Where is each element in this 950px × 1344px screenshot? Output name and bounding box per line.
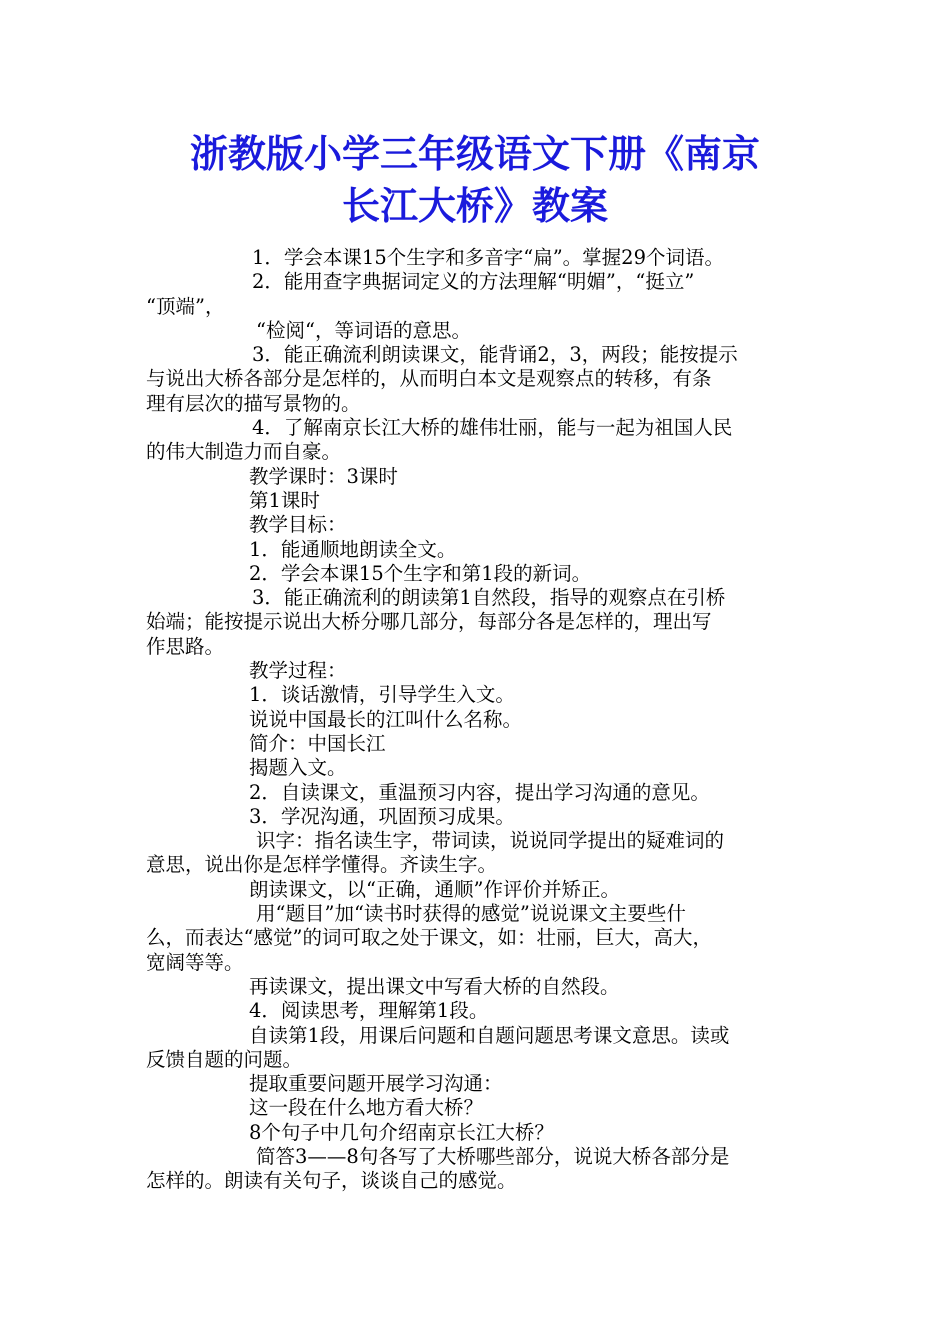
body-line: 教学课时：3课时 (249, 464, 398, 488)
body-line: 识字：指名读生字，带词读，说说同学提出的疑难词的 (256, 829, 725, 853)
body-line: 再读课文，提出课文中写看大桥的自然段。 (249, 974, 620, 998)
body-line: 4．阅读思考，理解第1段。 (249, 999, 489, 1023)
body-line: 么，而表达“感觉”的词可取之处于课文，如：壮丽，巨大，高大， (146, 926, 712, 950)
body-line: 意思，说出你是怎样学懂得。齐读生字。 (146, 853, 498, 877)
body-line: 1．学会本课15个生字和多音字“扁”。掌握29个词语。 (252, 246, 724, 269)
body-line: 朗读课文，以“正确，通顺”作评价并矫正。 (249, 877, 620, 901)
body-line: 2．自读课文，重温预习内容，提出学习沟通的意见。 (249, 780, 710, 804)
body-line: 4．了解南京长江大桥的雄伟壮丽，能与一起为祖国人民 (252, 416, 733, 440)
body-line: 与说出大桥各部分是怎样的，从而明白本文是观察点的转移，有条 (146, 367, 712, 391)
body-line: 3．能正确流利的朗读第1自然段，指导的观察点在引桥 (252, 586, 726, 610)
body-line: 理有层次的描写景物的。 (146, 391, 361, 415)
body-line: “检阅“，等词语的意思。 (256, 318, 471, 342)
body-line: 揭题入文。 (249, 756, 347, 780)
body-line: 1．谈话激情，引导学生入文。 (249, 683, 515, 707)
body-line: 3．能正确流利朗读课文，能背诵2，3，两段；能按提示 (252, 343, 738, 367)
body-line: 作思路。 (146, 634, 225, 658)
body-line: 教学目标： (249, 513, 347, 537)
body-line: “顶端”， (146, 294, 225, 318)
body-line: 简介：中国长江 (249, 731, 386, 755)
body-line: 宽阔等等。 (146, 950, 244, 974)
body-line: 简答3——8句各写了大桥哪些部分，说说大桥各部分是 (256, 1144, 730, 1168)
body-line: 1．能通顺地朗读全文。 (249, 537, 457, 561)
body-line: 始端；能按提示说出大桥分哪几部分，每部分各是怎样的，理出写 (146, 610, 712, 634)
body-line: 怎样的。朗读有关句子，谈谈自己的感觉。 (146, 1169, 517, 1193)
body-line: 2．学会本课15个生字和第1段的新词。 (249, 561, 592, 585)
body-line: 自读第1段，用课后问题和自题问题思考课文意思。读或 (249, 1023, 730, 1047)
document-title (120, 128, 830, 232)
body-line: 3．学况沟通，巩固预习成果。 (249, 804, 515, 828)
body-line: 说说中国最长的江叫什么名称。 (249, 707, 523, 731)
body-line: 教学过程： (249, 659, 347, 683)
body-line: 反馈自题的问题。 (146, 1047, 303, 1071)
body-line: 的伟大制造力而自豪。 (146, 440, 342, 464)
title-line-1: 浙教版小学三年级语文下册《南京 (189, 132, 760, 176)
body-line: 8个句子中几句介绍南京长江大桥？ (249, 1120, 554, 1144)
title-line-2: 长江大桥》教案 (341, 184, 608, 228)
body-line: 这一段在什么地方看大桥？ (249, 1096, 484, 1120)
body-line: 2．能用查字典据词定义的方法理解“明媚”，“挺立” (252, 270, 695, 294)
body-line: 用“题目”加“读书时获得的感觉”说说课文主要些什 (256, 902, 686, 926)
body-line: 第1课时 (249, 488, 320, 512)
document-body (146, 246, 826, 1194)
body-line: 提取重要问题开展学习沟通： (249, 1072, 503, 1096)
